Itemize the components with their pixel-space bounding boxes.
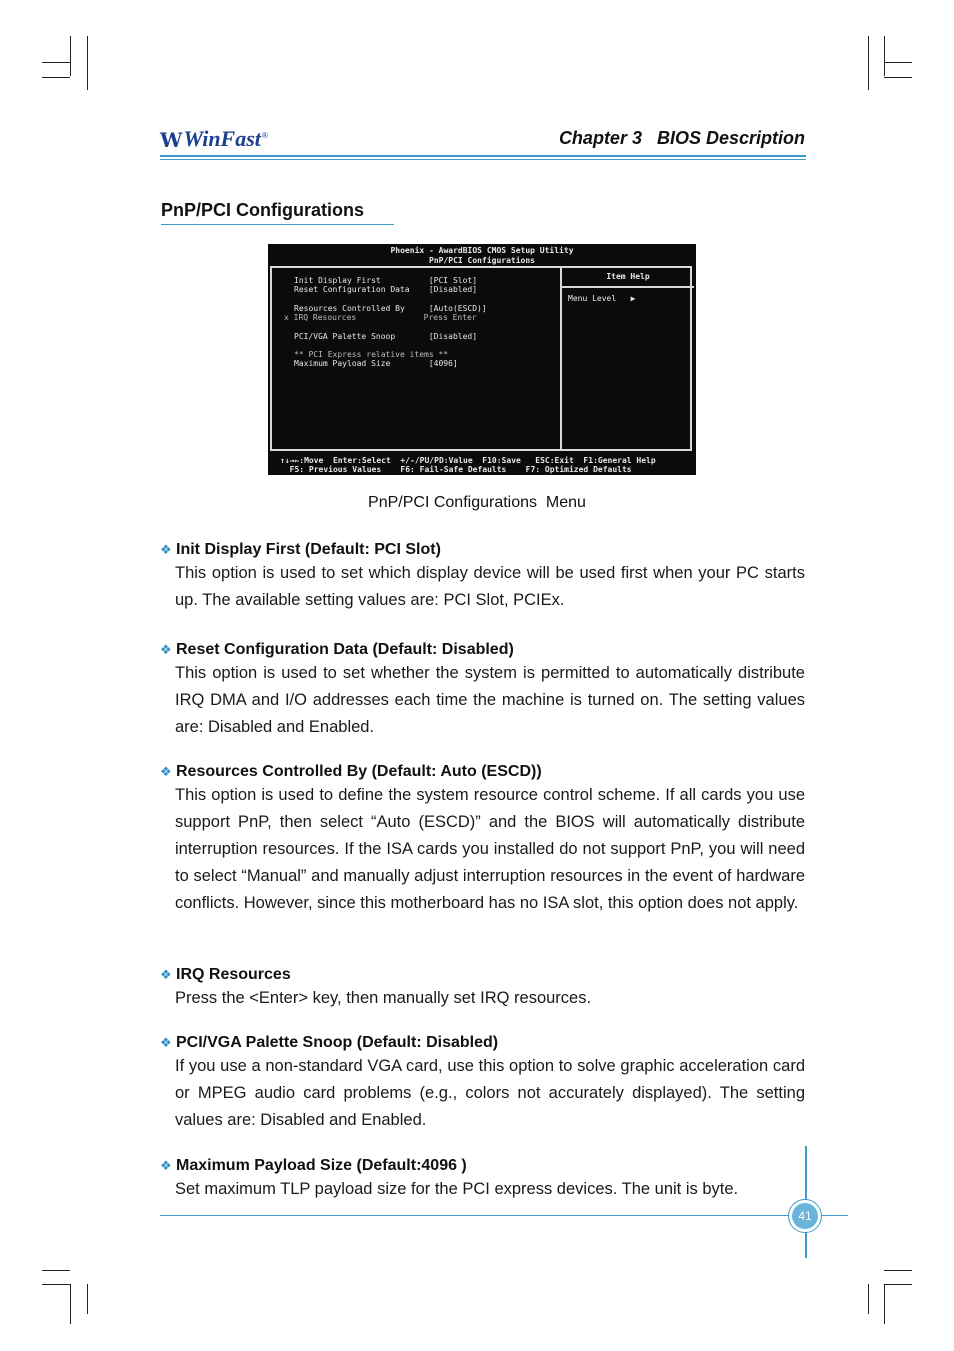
crop-mark <box>884 1270 912 1271</box>
bios-title-line1: Phoenix - AwardBIOS CMOS Setup Utility <box>390 246 574 255</box>
diamond-bullet-icon: ❖ <box>160 642 172 657</box>
bios-title-line2: PnP/PCI Configurations <box>429 256 535 265</box>
crop-mark <box>42 77 70 78</box>
bios-divider <box>560 268 562 449</box>
crop-mark <box>70 36 71 76</box>
bios-row-resources: Resources Controlled By [Auto(ESCD)] <box>294 304 487 313</box>
option-title: Resources Controlled By (Default: Auto (ESCD)) <box>176 763 542 780</box>
section-title: PnP/PCI Configurations <box>161 200 365 220</box>
option-maximum-payload-size <box>160 1156 805 1203</box>
bios-footer-line1: ↑↓→←:Move Enter:Select +/-/PU/PD:Value F10:Save ESC:Exit F1:General Help <box>280 456 656 465</box>
section-underline <box>161 224 394 225</box>
bios-row-irq: x IRQ Resources Press Enter <box>284 313 477 322</box>
page-number-badge <box>788 1199 822 1233</box>
bios-row-init-display: Init Display First [PCI Slot] <box>294 276 478 285</box>
logo-mark-icon: W <box>160 128 180 152</box>
bios-screenshot <box>268 244 696 475</box>
crop-mark <box>42 1284 70 1285</box>
diamond-bullet-icon: ❖ <box>160 542 172 557</box>
header-divider <box>160 155 806 157</box>
bios-row-pcie-heading: ** PCI Express relative items ** <box>294 350 449 359</box>
option-description: This option is used to set whether the system is permitted to automatically distribute IRQ DMA and I/O addresses each time the machine is turned on. The setting values are: Disabled and Enabled. <box>175 664 805 736</box>
option-title: PCI/VGA Palette Snoop (Default: Disabled) <box>176 1034 499 1051</box>
option-description: If you use a non-standard VGA card, use this option to solve graphic acceleration card or MPEG audio card problems (e.g., colors not accurately displayed). The setting values are: Disabled and Enabled. <box>175 1057 805 1129</box>
option-title: Init Display First (Default: PCI Slot) <box>176 541 441 558</box>
figure-caption: PnP/PCI Configurations Menu <box>368 494 586 511</box>
crop-mark <box>42 62 70 63</box>
option-description: Press the <Enter> key, then manually set IRQ resources. <box>175 989 592 1007</box>
bios-row-payload: Maximum Payload Size [4096] <box>294 359 458 368</box>
bios-title <box>268 246 696 266</box>
crop-mark <box>884 1284 885 1324</box>
crop-mark <box>884 77 912 78</box>
option-description: Set maximum TLP payload size for the PCI express devices. The unit is byte. <box>175 1180 739 1198</box>
bios-frame <box>270 266 692 451</box>
page-number: 41 <box>792 1203 818 1229</box>
crop-mark <box>87 1284 88 1314</box>
option-title: Maximum Payload Size (Default:4096 ) <box>176 1157 467 1174</box>
option-reset-configuration-data <box>160 640 805 741</box>
footer-divider <box>160 1215 848 1216</box>
crop-mark <box>70 1284 71 1324</box>
logo-text: WinFast <box>183 126 261 151</box>
header-divider-thin <box>160 159 806 160</box>
winfast-logo <box>160 126 268 152</box>
option-title: Reset Configuration Data (Default: Disabled) <box>176 641 514 658</box>
crop-mark <box>868 36 869 90</box>
crop-mark <box>884 1284 912 1285</box>
diamond-bullet-icon: ❖ <box>160 764 172 779</box>
crop-mark <box>87 36 88 90</box>
bios-help-title: Item Help <box>562 268 694 288</box>
chapter-title: Chapter 3 BIOS Description <box>558 128 805 148</box>
option-pci-vga-palette-snoop <box>160 1033 805 1134</box>
option-description: This option is used to set which display device will be used first when your PC starts up. The available setting values are: PCI Slot, PCIEx. <box>175 564 805 609</box>
bios-help-text: Menu Level ▶ <box>568 294 636 303</box>
bios-row-reset-config: Reset Configuration Data [Disabled] <box>294 285 478 294</box>
option-resources-controlled-by <box>160 762 805 917</box>
diamond-bullet-icon: ❖ <box>160 967 172 982</box>
diamond-bullet-icon: ❖ <box>160 1035 172 1050</box>
registered-mark: ® <box>261 131 268 140</box>
crop-mark <box>42 1270 70 1271</box>
crop-mark <box>884 62 912 63</box>
crop-mark <box>868 1284 869 1314</box>
bios-row-palette-snoop: PCI/VGA Palette Snoop [Disabled] <box>294 332 478 341</box>
crop-mark <box>884 36 885 76</box>
option-irq-resources <box>160 965 805 1012</box>
diamond-bullet-icon: ❖ <box>160 1158 172 1173</box>
option-init-display-first <box>160 540 805 614</box>
option-title: IRQ Resources <box>176 966 291 983</box>
option-description: This option is used to define the system resource control scheme. If all cards you use support PnP, then select “Auto (ESCD)” and the BIOS will automatically distribute interruption resources. If the ISA cards you installed do not support PnP, you will need to select “Manual” and manually adjust interruption resources in the event of hardware conflicts. However, since this motherboard has no ISA slot, this option does not apply. <box>175 786 805 912</box>
bios-footer-line2: F5: Previous Values F6: Fail-Safe Defaults F7: Optimized Defaults <box>280 465 632 474</box>
